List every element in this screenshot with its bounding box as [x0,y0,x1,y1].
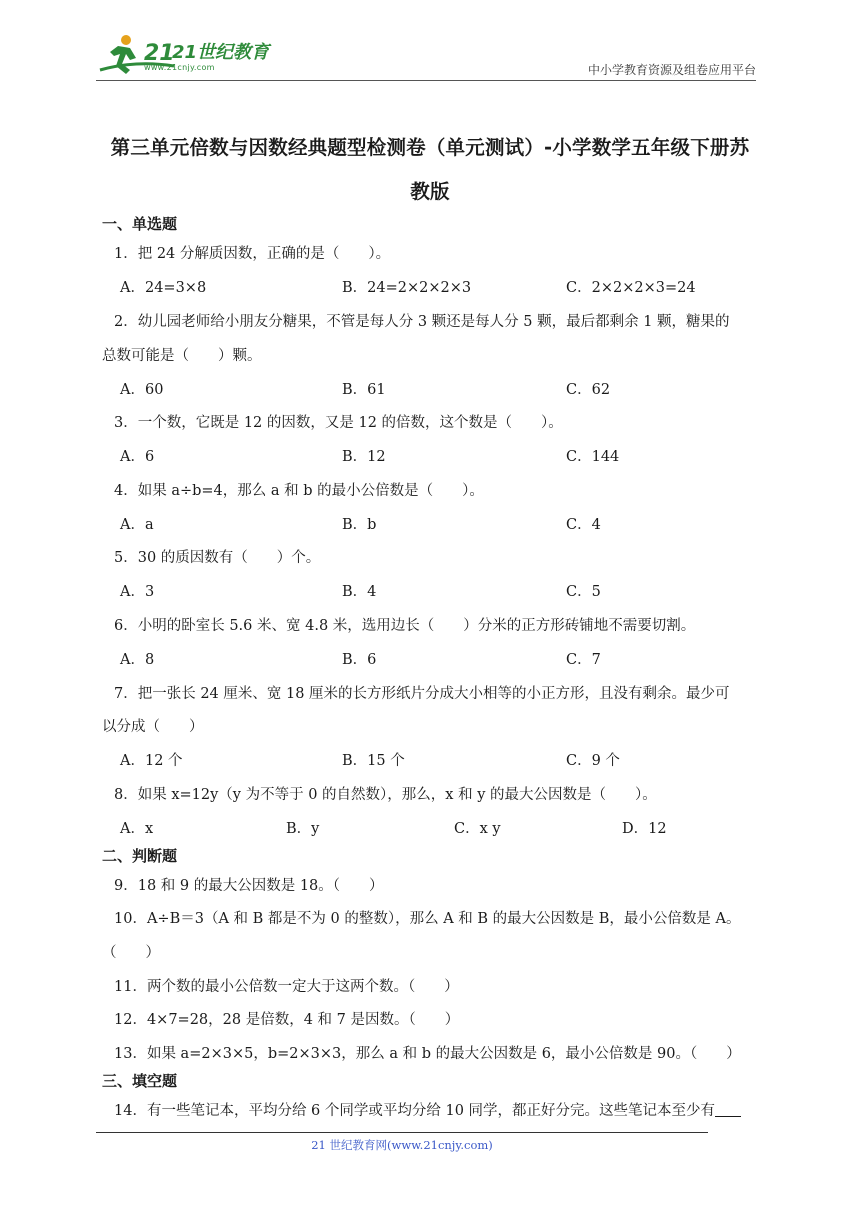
q3-option-c: C．144 [566,449,620,465]
q6-option-c: C．7 [566,652,601,668]
question-8: 8．如果 x=12y（y 为不等于 0 的自然数），那么，x 和 y 的最大公因数是（ ）。 [114,787,657,803]
question-12: 12．4×7=28，28 是倍数，4 和 7 是因数。（ ） [114,1012,460,1028]
svg-text:21: 21 [144,41,175,66]
question-3: 3．一个数，它既是 12 的因数，又是 12 的倍数，这个数是（ ）。 [114,415,563,431]
section-heading-single-choice: 一、单选题 [102,215,178,233]
question-7-line1: 7．把一张长 24 厘米、宽 18 厘米的长方形纸片分成大小相等的小正方形，且没有剩余。最少可 [114,686,730,702]
q2-option-b: B．61 [342,382,386,398]
q7-option-a: A．12 个 [120,753,183,769]
question-2-line1: 2．幼儿园老师给小朋友分糖果，不管是每人分 3 颗还是每人分 5 颗，最后都剩余 1 颗，糖果的 [114,314,730,330]
q1-option-b: B．24=2×2×2×3 [342,280,472,296]
q2-option-c: C．62 [566,382,611,398]
question-10-line1: 10．A÷B＝3（A 和 B 都是不为 0 的整数），那么 A 和 B 的最大公因数是 B，最小公倍数是 A。 [114,911,741,927]
question-9: 9．18 和 9 的最大公因数是 18。（ ） [114,878,384,894]
q1-option-c: C．2×2×2×3=24 [566,280,696,296]
q5-option-b: B．4 [342,584,377,600]
question-7-line2: 以分成（ ） [102,719,204,735]
question-1: 1．把 24 分解质因数，正确的是（ ）。 [114,246,391,262]
q8-option-b: B．y [286,821,320,837]
question-5: 5．30 的质因数有（ ）个。 [114,550,321,566]
q7-option-c: C．9 个 [566,753,620,769]
footer-text: 21 世纪教育网(www.21cnjy.com) [311,1138,493,1152]
question-13: 13．如果 a=2×3×5，b=2×3×3，那么 a 和 b 的最大公因数是 6，最小公倍数是 90。（ ） [114,1046,741,1062]
question-14-text: 14．有一些笔记本，平均分给 6 个同学或平均分给 10 同学，都正好分完。这些笔记本至少有 [114,1103,716,1119]
logo-text: 21世纪教育 [172,42,270,63]
header-divider [96,80,756,81]
page-title-line2: 教版 [410,180,450,203]
q8-option-a: A．x [120,821,154,837]
footer-divider [96,1132,708,1133]
page-title-line1: 第三单元倍数与因数经典题型检测卷（单元测试）-小学数学五年级下册苏 [110,136,750,159]
q1-option-a: A．24=3×8 [120,280,207,296]
q4-option-c: C．4 [566,517,601,533]
question-10-line2: （ ） [102,945,160,961]
question-6: 6．小明的卧室长 5.6 米、宽 4.8 米，选用边长（ ）分米的正方形砖铺地不需要切割。 [114,618,696,634]
question-11: 11．两个数的最小公倍数一定大于这两个数。（ ） [114,979,459,995]
logo-url: www.21cnjy.com [144,63,215,72]
question-14 [114,1099,741,1120]
q5-option-c: C．5 [566,584,601,600]
header-tagline: 中小学教育资源及组卷应用平台 [587,63,756,77]
answer-blank [715,1102,741,1117]
q5-option-a: A．3 [120,584,155,600]
q4-option-b: B．b [342,517,377,533]
q6-option-b: B．6 [342,652,377,668]
q8-option-c: C．x y [454,821,501,837]
question-4: 4．如果 a÷b=4，那么 a 和 b 的最小公倍数是（ ）。 [114,483,484,499]
question-2-line2: 总数可能是（ ）颗。 [102,348,262,364]
q4-option-a: A．a [120,517,154,533]
q3-option-b: B．12 [342,449,386,465]
q3-option-a: A．6 [120,449,155,465]
q6-option-a: A．8 [120,652,155,668]
section-heading-true-false: 二、判断题 [102,847,178,865]
q7-option-b: B．15 个 [342,753,405,769]
section-heading-fill-blank: 三、填空题 [102,1072,178,1090]
q2-option-a: A．60 [120,382,164,398]
q8-option-d: D．12 [622,821,667,837]
